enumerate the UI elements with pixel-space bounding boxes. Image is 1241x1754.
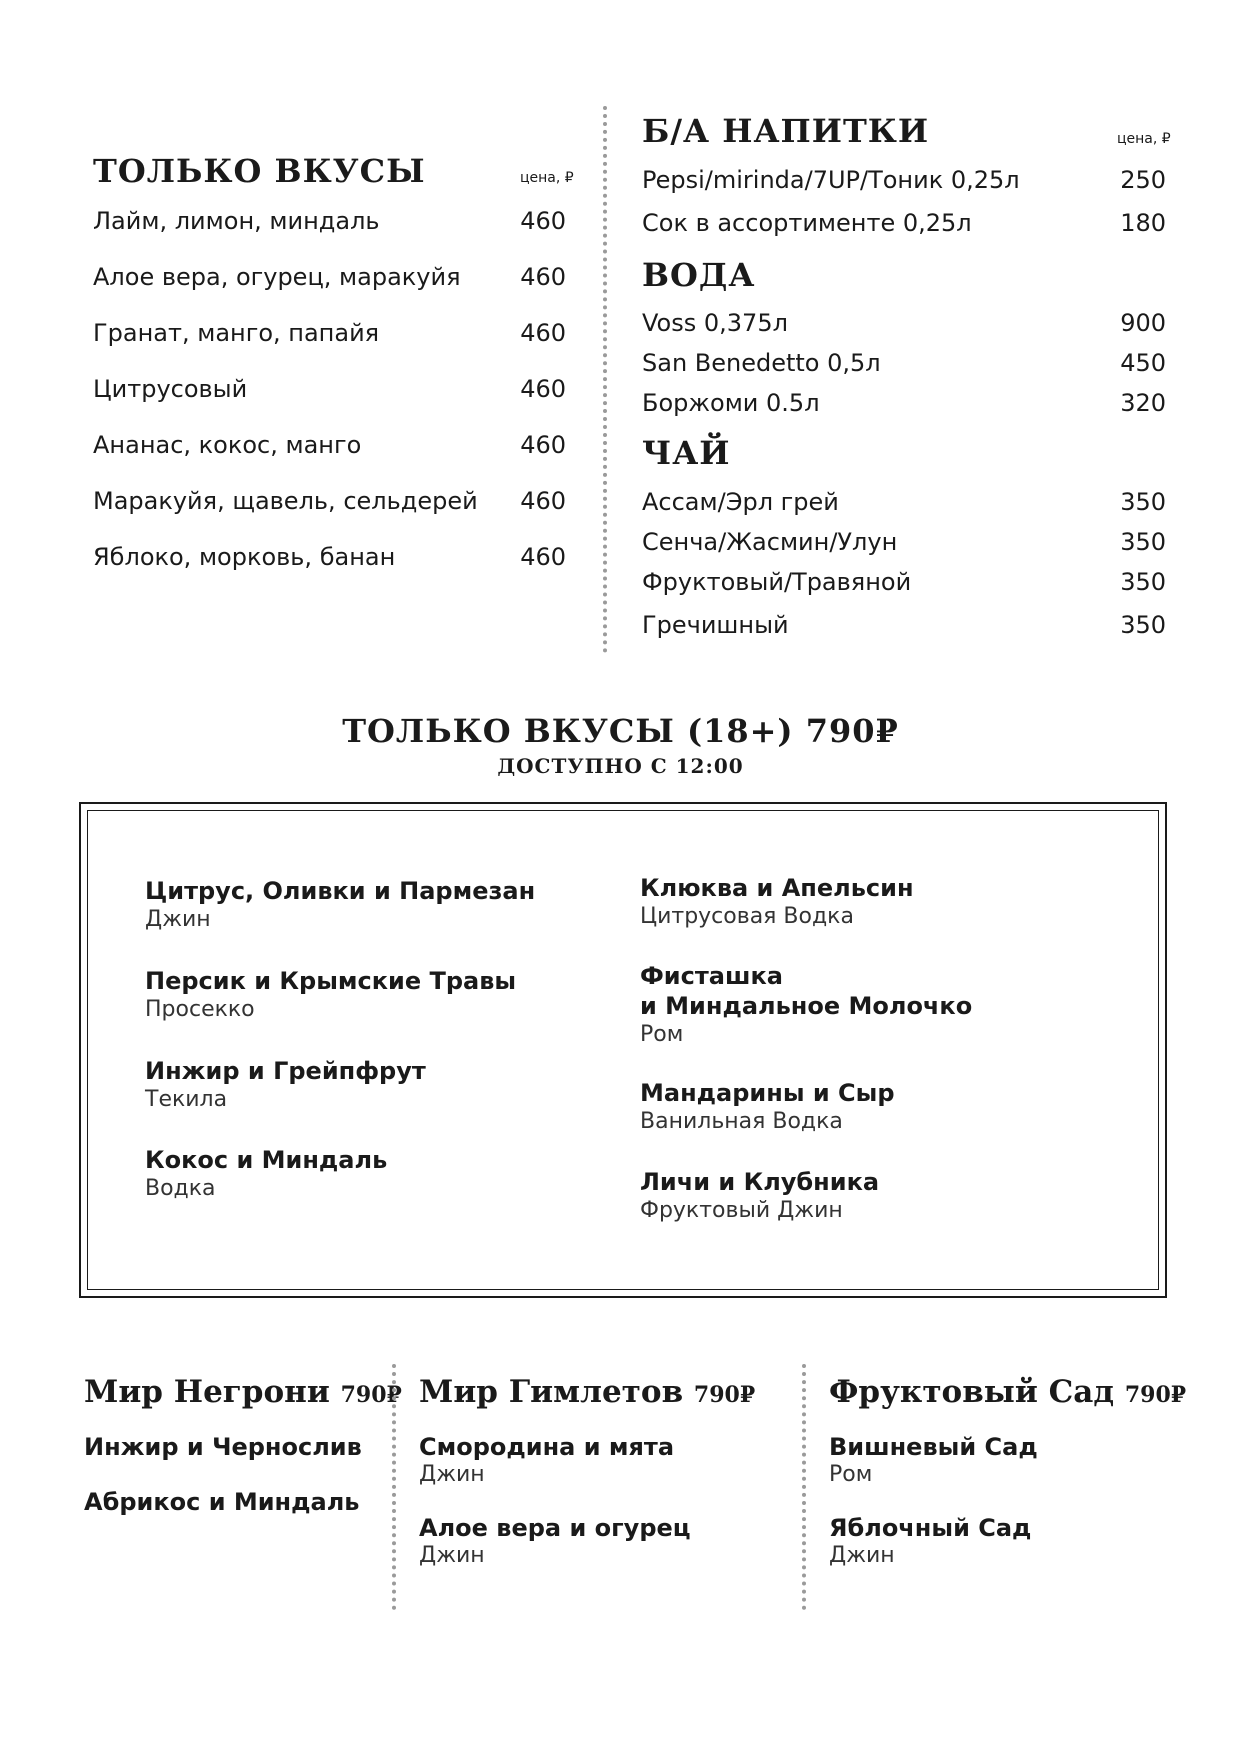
cocktail-title: Цитрус, Оливки и Пармезан [145,877,536,905]
cocktail-base: Джин [145,907,211,932]
cocktail-base: Цитрусовая Водка [640,904,854,929]
cocktail-base: Джин [419,1543,485,1568]
item-name: San Benedetto 0,5л [642,349,881,377]
soft-drinks-title: Б/А НАПИТКИ [642,112,930,150]
item-name: Сок в ассортименте 0,25л [642,209,972,237]
item-name: Яблоко, морковь, банан [93,543,396,571]
cocktail-item [640,961,972,1049]
cocktail-item [640,1167,879,1225]
cocktail-item [145,1145,387,1203]
cocktail-base: Джин [829,1543,895,1568]
cocktail-base: Джин [419,1462,485,1487]
menu-item [93,375,566,403]
cocktail-item [145,1056,426,1114]
cocktail-item [145,966,516,1024]
item-name: Гречишный [642,611,789,639]
item-price: 460 [520,375,566,403]
cocktail-item [640,873,914,931]
item-price: 450 [1120,349,1166,377]
item-price: 250 [1120,166,1166,194]
item-price: 460 [520,431,566,459]
negroni-item [84,1487,359,1517]
item-price: 460 [520,543,566,571]
menu-item [93,207,566,235]
menu-item [642,166,1166,194]
gimlet-item [419,1513,691,1569]
item-price: 350 [1120,611,1166,639]
cocktail-base: Ром [640,1022,684,1047]
menu-item [93,431,566,459]
item-price: 460 [520,487,566,515]
cocktail-title: Алое вера и огурец [419,1514,691,1542]
item-price: 350 [1120,568,1166,596]
item-price: 180 [1120,209,1166,237]
item-price: 460 [520,263,566,291]
item-price: 350 [1120,488,1166,516]
item-price: 900 [1120,309,1166,337]
gimlet-title: Мир Гимлетов [419,1374,684,1410]
cocktail-item [145,876,535,934]
menu-item [642,389,1166,417]
menu-item [93,319,566,347]
item-name: Pepsi/mirinda/7UP/Тоник 0,25л [642,166,1020,194]
menu-item [642,488,1166,516]
cocktail-item [640,1078,895,1136]
cocktail-title-line2: и Миндальное Молочко [640,992,973,1020]
cocktail-title: Смородина и мята [419,1433,675,1461]
fruit-garden-item [829,1513,1031,1569]
item-price: 320 [1120,389,1166,417]
cocktail-base: Ром [829,1462,873,1487]
cocktail-base: Просекко [145,997,255,1022]
cocktail-base: Фруктовый Джин [640,1198,843,1223]
negroni-title: Мир Негрони [84,1374,330,1410]
cocktail-title: Клюква и Апельсин [640,874,914,902]
menu-item [642,209,1166,237]
cocktail-title: Инжир и Чернослив [84,1433,362,1461]
item-price: 350 [1120,528,1166,556]
item-name: Маракуйя, щавель, сельдерей [93,487,478,515]
item-name: Гранат, манго, папайя [93,319,380,347]
fruit-garden-title: Фруктовый Сад [829,1374,1115,1410]
column-divider [392,1364,396,1610]
item-name: Voss 0,375л [642,309,788,337]
negroni-heading [84,1374,402,1410]
column-divider [603,106,607,653]
tea-title: ЧАЙ [642,434,731,472]
item-name: Сенча/Жасмин/Улун [642,528,898,556]
fruit-garden-item [829,1432,1038,1488]
cocktail-base: Текила [145,1087,228,1112]
cocktail-title: Мандарины и Сыр [640,1079,895,1107]
cocktail-title: Личи и Клубника [640,1168,880,1196]
cocktail-title: Кокос и Миндаль [145,1146,388,1174]
menu-item [642,528,1166,556]
fruit-garden-heading [829,1374,1186,1410]
adult-title: ТОЛЬКО ВКУСЫ (18+) 790₽ [342,712,899,750]
cocktail-title: Инжир и Грейпфрут [145,1057,426,1085]
gimlet-price: 790₽ [693,1382,756,1408]
cocktail-title: Вишневый Сад [829,1433,1038,1461]
adult-subtitle: ДОСТУПНО С 12:00 [497,754,744,778]
cocktail-title: Фисташка [640,962,783,990]
menu-item [93,263,566,291]
menu-item [93,543,566,571]
item-name: Алое вера, огурец, маракуйя [93,263,461,291]
fruit-garden-price: 790₽ [1124,1382,1187,1408]
item-price: 460 [520,319,566,347]
column-divider [802,1364,806,1610]
cocktail-title: Абрикос и Миндаль [84,1488,360,1516]
negroni-price: 790₽ [340,1382,402,1408]
menu-item [93,487,566,515]
menu-item [642,568,1166,596]
menu-item [642,309,1166,337]
menu-item [642,611,1166,639]
menu-item [642,349,1166,377]
item-name: Боржоми 0.5л [642,389,820,417]
item-price: 460 [520,207,566,235]
cocktail-title: Яблочный Сад [829,1514,1032,1542]
soft-drinks-price-label: цена, ₽ [1117,131,1171,147]
negroni-item [84,1432,362,1462]
flavors-price-label: цена, ₽ [520,170,574,186]
item-name: Ассам/Эрл грей [642,488,839,516]
gimlet-heading [419,1374,755,1410]
item-name: Лайм, лимон, миндаль [93,207,380,235]
flavors-title: ТОЛЬКО ВКУСЫ [93,152,426,190]
water-title: ВОДА [642,256,756,294]
item-name: Цитрусовый [93,375,248,403]
cocktail-title: Персик и Крымские Травы [145,967,517,995]
gimlet-item [419,1432,674,1488]
cocktail-base: Водка [145,1176,216,1201]
item-name: Ананас, кокос, манго [93,431,362,459]
cocktail-base: Ванильная Водка [640,1109,843,1134]
item-name: Фруктовый/Травяной [642,568,912,596]
